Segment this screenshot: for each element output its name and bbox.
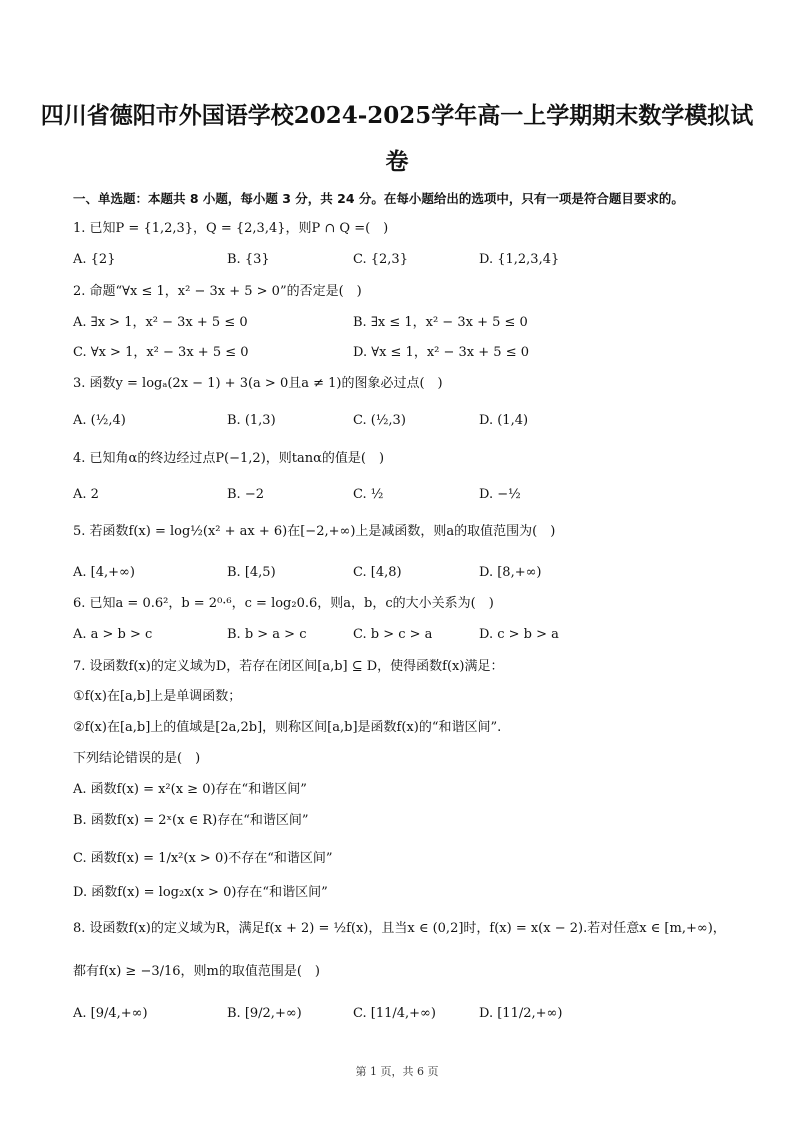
question-7-condition-2: ②f(x)在[a,b]上的值域是[2a,2b]，则称区间[a,b]是函数f(x)的“和谐区间”. bbox=[73, 720, 502, 735]
question-4-option-d: D. −½ bbox=[479, 487, 521, 502]
question-5-option-b: B. [4,5) bbox=[227, 565, 276, 580]
question-2-option-b: B. ∃x ≤ 1，x² − 3x + 5 ≤ 0 bbox=[353, 315, 528, 330]
question-6-option-d: D. c > b > a bbox=[479, 627, 559, 642]
question-5-option-a: A. [4,+∞) bbox=[73, 565, 135, 580]
question-2-option-c: C. ∀x > 1，x² − 3x + 5 ≤ 0 bbox=[73, 345, 249, 360]
question-2-option-a: A. ∃x > 1，x² − 3x + 5 ≤ 0 bbox=[73, 315, 248, 330]
question-1-option-c: C. {2,3} bbox=[353, 252, 408, 267]
question-7-ask: 下列结论错误的是( ) bbox=[73, 751, 201, 766]
question-5-option-d: D. [8,+∞) bbox=[479, 565, 542, 580]
question-6-option-c: C. b > c > a bbox=[353, 627, 433, 642]
question-2-stem: 2. 命题“∀x ≤ 1，x² − 3x + 5 > 0”的否定是( ) bbox=[73, 284, 362, 299]
question-1-option-b: B. {3} bbox=[227, 252, 270, 267]
section-heading: 一、单选题：本题共 8 小题，每小题 3 分，共 24 分。在每小题给出的选项中，只有一项是符合题目要求的。 bbox=[73, 191, 684, 206]
question-2-option-d: D. ∀x ≤ 1，x² − 3x + 5 ≤ 0 bbox=[353, 345, 529, 360]
question-4-option-c: C. ½ bbox=[353, 487, 384, 502]
question-7-stem: 7. 设函数f(x)的定义域为D，若存在闭区间[a,b] ⊆ D，使得函数f(x)满足： bbox=[73, 659, 504, 674]
question-1-option-d: D. {1,2,3,4} bbox=[479, 252, 560, 267]
question-6-option-b: B. b > a > c bbox=[227, 627, 307, 642]
question-3-option-d: D. (1,4) bbox=[479, 413, 529, 428]
question-5-option-c: C. [4,8) bbox=[353, 565, 402, 580]
page-title: 四川省德阳市外国语学校2024-2025学年高一上学期期末数学模拟试 bbox=[40, 102, 754, 129]
question-1-option-a: A. {2} bbox=[73, 252, 116, 267]
question-5-stem: 5. 若函数f(x) = log½(x² + ax + 6)在[−2,+∞)上是减函数，则a的取值范围为( ) bbox=[73, 524, 556, 539]
question-4-option-a: A. 2 bbox=[73, 487, 99, 502]
question-7-option-a: A. 函数f(x) = x²(x ≥ 0)存在“和谐区间” bbox=[73, 782, 307, 797]
question-8-option-b: B. [9/2,+∞) bbox=[227, 1006, 302, 1021]
question-7-condition-1: ①f(x)在[a,b]上是单调函数； bbox=[73, 689, 242, 704]
question-3-option-a: A. (½,4) bbox=[73, 413, 126, 428]
question-8-stem: 8. 设函数f(x)的定义域为R，满足f(x + 2) = ½f(x)，且当x ∈ (0,2]时，f(x) = x(x − 2).若对任意x ∈ [m,+∞)， bbox=[73, 921, 726, 936]
question-3-stem: 3. 函数y = logₐ(2x − 1) + 3(a > 0且a ≠ 1)的图象必过点( ) bbox=[73, 376, 443, 391]
question-8-option-d: D. [11/2,+∞) bbox=[479, 1006, 563, 1021]
question-8-stem-continued: 都有f(x) ≥ −3/16，则m的取值范围是( ) bbox=[73, 964, 321, 979]
question-1-stem: 1. 已知P = {1,2,3}，Q = {2,3,4}，则P ∩ Q =( ) bbox=[73, 221, 389, 236]
question-3-option-c: C. (½,3) bbox=[353, 413, 406, 428]
question-7-option-b: B. 函数f(x) = 2ˣ(x ∈ R)存在“和谐区间” bbox=[73, 813, 309, 828]
question-7-option-c: C. 函数f(x) = 1/x²(x > 0)不存在“和谐区间” bbox=[73, 851, 333, 866]
question-4-stem: 4. 已知角α的终边经过点P(−1,2)，则tanα的值是( ) bbox=[73, 451, 385, 466]
question-3-option-b: B. (1,3) bbox=[227, 413, 276, 428]
question-8-option-a: A. [9/4,+∞) bbox=[73, 1006, 148, 1021]
question-6-stem: 6. 已知a = 0.6²，b = 2⁰·⁶，c = log₂0.6，则a，b，c的大小关系为( ) bbox=[73, 596, 494, 611]
question-4-option-b: B. −2 bbox=[227, 487, 264, 502]
question-8-option-c: C. [11/4,+∞) bbox=[353, 1006, 436, 1021]
question-7-option-d: D. 函数f(x) = log₂x(x > 0)存在“和谐区间” bbox=[73, 885, 328, 900]
question-6-option-a: A. a > b > c bbox=[73, 627, 153, 642]
page-footer: 第 1 页，共 6 页 bbox=[355, 1065, 439, 1078]
page-title-continued: 卷 bbox=[385, 148, 409, 175]
